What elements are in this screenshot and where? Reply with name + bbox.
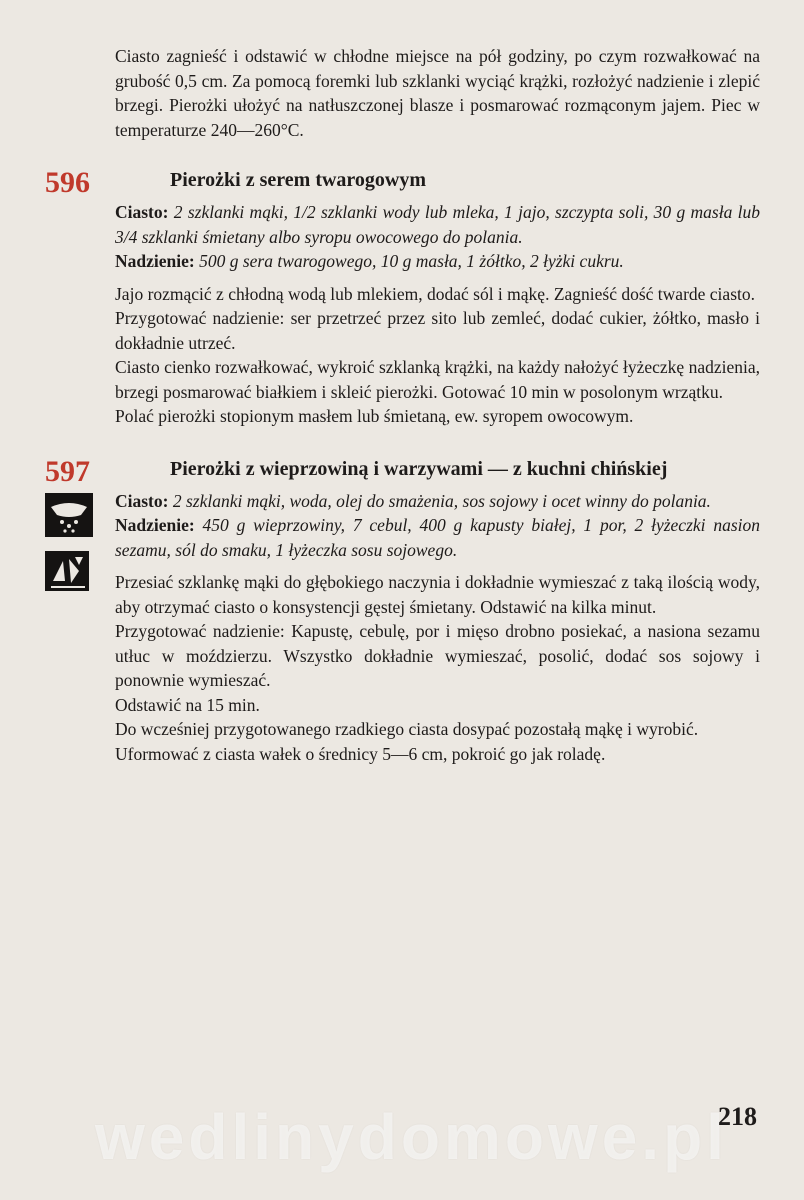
flour-sieve-icon [45,493,93,537]
recipe-597-ciasto [115,489,760,514]
recipe-597-step-1: Przesiać szklankę mąki do głębokiego naczynia i dokładnie wymieszać z taką ilością wody, aby otrzymać ciasto o konsystencji gęstej śmietany. Odstawić na kilka minut. [115,572,760,617]
recipe-596-step-4: Polać pierożki stopionym masłem lub śmietaną, ew. syropem owocowym. [115,406,634,426]
ciasto-text: 2 szklanki mąki, woda, olej do smażenia, sos sojowy i ocet winny do polania. [172,490,711,511]
recipe-title: Pierożki z serem twarogowym [170,169,427,191]
recipe-597-step-5: Uformować z ciasta wałek o średnicy 5—6 cm, pokroić go jak roladę. [115,743,606,764]
recipe-596-step-2: Przygotować nadzienie: ser przetrzeć przez sito lub zemleć, dodać cukier, żółtko, masło i dokładnie utrzeć. [115,308,760,353]
recipe-number: 597 [45,454,90,488]
watermark: wedlinydomowe.pl [95,1101,728,1173]
ciasto-label: Ciasto: [115,490,169,511]
recipe-597-step-4: Do wcześniej przygotowanego rzadkiego ciasta dosypać pozostałą mąkę i wyrobić. [115,719,699,739]
recipe-title: Pierożki z wieprzowiną i warzywami — z kuchni chińskiej [170,457,668,480]
recipe-596-nadzienie [115,249,760,274]
nadzienie-text: 500 g sera twarogowego, 10 g masła, 1 żółtko, 2 łyżki cukru. [199,251,624,271]
recipe-597-nadzienie [115,513,760,562]
frying-icon [45,551,89,591]
recipe-596-ciasto [115,200,760,249]
recipe-596-step-1: Jajo rozmącić z chłodną wodą lub mlekiem, dodać sól i mąkę. Zagnieść dość twarde ciasto. [115,283,755,304]
recipe-number: 596 [45,166,90,199]
nadzienie-text: 450 g wieprzowiny, 7 cebul, 400 g kapusty białej, 1 por, 2 łyżeczki nasion sezamu, sól do smaku, 1 łyżeczka sosu sojowego. [115,515,760,560]
page-content [45,44,761,766]
recipe-597-ingredients [115,489,760,563]
page-number: 218 [718,1102,757,1131]
intro-paragraph: Ciasto zagnieść i odstawić w chłodne miejsce na pół godziny, po czym rozwałkować na grubość 0,5 cm. Za pomocą foremki lub szklanki wyciąć krążki, rozłożyć nadzienie i zlepić brzegi. Pierożki ułożyć na natłuszczonej blasze i posmarować rozmąconym jajem. Piec w temperaturze 240—260°C. [115,46,760,140]
recipe-597-header [45,454,760,488]
recipe-596-header [45,166,760,199]
ciasto-label: Ciasto: [115,202,169,222]
recipe-597-step-3: Odstawić na 15 min. [115,694,260,715]
nadzienie-label: Nadzienie: [115,251,195,271]
recipe-597-step-2: Przygotować nadzienie: Kapustę, cebulę, por i mięso drobno posiekać, a nasiona sezamu utłuc w moździerzu. Wszystko dokładnie wymieszać, posolić, dodać sos sojowy i ponownie wymieszać. [115,621,760,690]
ciasto-text: 2 szklanki mąki, 1/2 szklanki wody lub mleka, 1 jajo, szczypta soli, 30 g masła lub 3/4 szklanki śmietany albo syropu owocowego do polania. [115,202,761,247]
nadzienie-label: Nadzienie: [115,515,195,535]
recipe-596-step-3: Ciasto cienko rozwałkować, wykroić szklanką krążki, na każdy nałożyć łyżeczkę nadzienia, brzegi posmarować białkiem i skleić pierożki. Gotować 10 min w posolonym wrzątku. [115,357,760,402]
